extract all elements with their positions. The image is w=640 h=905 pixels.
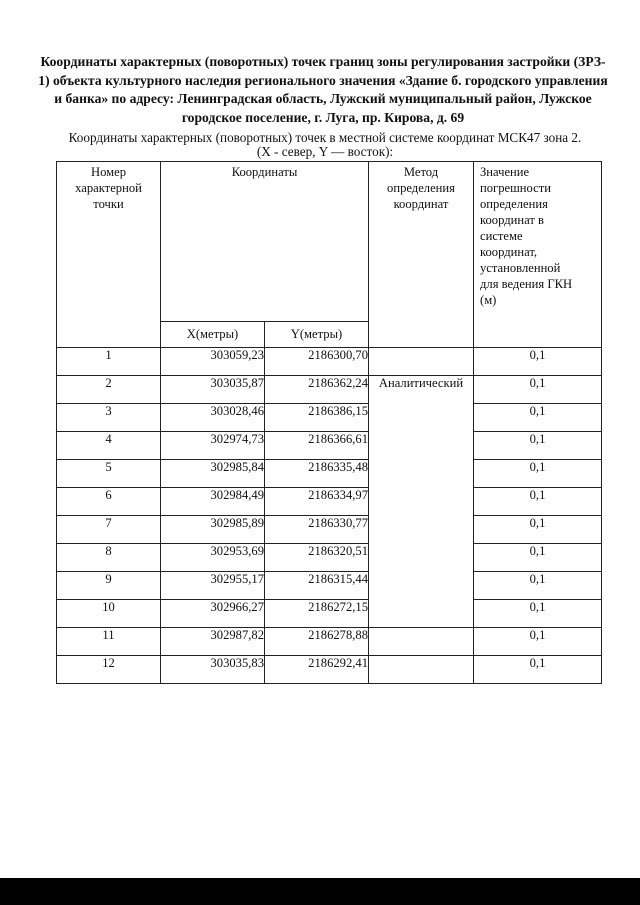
cell-error: 0,1 (474, 404, 602, 432)
table-row (57, 348, 602, 376)
table-row (57, 572, 602, 600)
header-text: для ведения ГКН (480, 277, 573, 291)
cell-point-number: 8 (57, 544, 161, 572)
header-point-number (57, 162, 161, 348)
header-coordinates: Координаты (161, 162, 369, 322)
cell-error: 0,1 (474, 376, 602, 404)
subtitle-line: Координаты характерных (поворотных) точек в местной системе координат МСК47 зона 2. (68, 130, 582, 145)
header-text: определения (387, 181, 455, 195)
cell-x: 302985,84 (161, 460, 265, 488)
cell-x: 302953,69 (161, 544, 265, 572)
cell-point-number: 4 (57, 432, 161, 460)
cell-x: 302955,17 (161, 572, 265, 600)
cell-error: 0,1 (474, 516, 602, 544)
cell-x: 303059,23 (161, 348, 265, 376)
table-row (57, 460, 602, 488)
scan-edge (0, 878, 640, 905)
table-row (57, 376, 602, 404)
cell-error: 0,1 (474, 572, 602, 600)
cell-x: 302974,73 (161, 432, 265, 460)
header-method (369, 162, 474, 348)
cell-x: 302966,27 (161, 600, 265, 628)
cell-x: 302987,82 (161, 628, 265, 656)
cell-error: 0,1 (474, 348, 602, 376)
cell-error: 0,1 (474, 656, 602, 684)
title-line: и банка» по адресу: Ленинградская область, Лужский муниципальный район, Лужское (54, 91, 592, 106)
table-row (57, 404, 602, 432)
cell-x: 303035,87 (161, 376, 265, 404)
header-text: определения (480, 197, 548, 211)
header-text: Номер (90, 165, 126, 179)
cell-x: 302984,49 (161, 488, 265, 516)
coordinate-system-note (40, 131, 610, 158)
cell-y: 2186362,24 (265, 376, 369, 404)
cell-method-empty (369, 656, 474, 684)
header-text: (м) (480, 293, 497, 307)
cell-point-number: 11 (57, 628, 161, 656)
header-text: характерной (75, 181, 142, 195)
cell-error: 0,1 (474, 600, 602, 628)
header-text: Метод (403, 165, 439, 179)
table-row (57, 628, 602, 656)
cell-point-number: 3 (57, 404, 161, 432)
header-row (57, 162, 602, 322)
header-text: координат, (480, 245, 538, 259)
cell-x: 303035,83 (161, 656, 265, 684)
cell-method: Аналитический (369, 376, 474, 628)
title-line: Координаты характерных (поворотных) точек границ зоны регулирования застройки (ЗРЗ- (40, 54, 606, 69)
cell-y: 2186334,97 (265, 488, 369, 516)
cell-y: 2186292,41 (265, 656, 369, 684)
table-row (57, 432, 602, 460)
cell-point-number: 2 (57, 376, 161, 404)
cell-y: 2186300,70 (265, 348, 369, 376)
table-row (57, 516, 602, 544)
title-line: городское поселение, г. Луга, пр. Кирова, д. 69 (181, 109, 465, 125)
cell-x: 303028,46 (161, 404, 265, 432)
header-text: установленной (480, 261, 561, 275)
table-row (57, 544, 602, 572)
cell-y: 2186330,77 (265, 516, 369, 544)
cell-y: 2186320,51 (265, 544, 369, 572)
cell-point-number: 7 (57, 516, 161, 544)
cell-y: 2186272,15 (265, 600, 369, 628)
header-text: погрешности (480, 181, 551, 195)
header-text: Значение (480, 165, 530, 179)
table-row (57, 656, 602, 684)
table-row (57, 488, 602, 516)
cell-point-number: 9 (57, 572, 161, 600)
cell-point-number: 1 (57, 348, 161, 376)
header-text: точки (93, 197, 124, 211)
header-text: координат в (480, 213, 544, 227)
cell-y: 2186386,15 (265, 404, 369, 432)
header-text: координат (393, 197, 449, 211)
cell-error: 0,1 (474, 628, 602, 656)
header-x: X(метры) (161, 322, 265, 348)
cell-error: 0,1 (474, 432, 602, 460)
subtitle-line: (X - север, Y — восток): (256, 143, 394, 159)
cell-y: 2186315,44 (265, 572, 369, 600)
cell-error: 0,1 (474, 460, 602, 488)
cell-point-number: 12 (57, 656, 161, 684)
cell-error: 0,1 (474, 488, 602, 516)
cell-point-number: 5 (57, 460, 161, 488)
table-row (57, 600, 602, 628)
cell-y: 2186366,61 (265, 432, 369, 460)
title-line: 1) объекта культурного наследия регионального значения «Здание б. городского управления (38, 72, 608, 88)
header-error (474, 162, 602, 348)
cell-point-number: 6 (57, 488, 161, 516)
cell-y: 2186335,48 (265, 460, 369, 488)
cell-x: 302985,89 (161, 516, 265, 544)
cell-error: 0,1 (474, 544, 602, 572)
cell-method-empty (369, 348, 474, 376)
document-title (28, 53, 618, 127)
cell-y: 2186278,88 (265, 628, 369, 656)
cell-point-number: 10 (57, 600, 161, 628)
header-y: Y(метры) (265, 322, 369, 348)
header-text: системе (480, 229, 523, 243)
coordinates-table (56, 161, 602, 684)
cell-method-empty (369, 628, 474, 656)
